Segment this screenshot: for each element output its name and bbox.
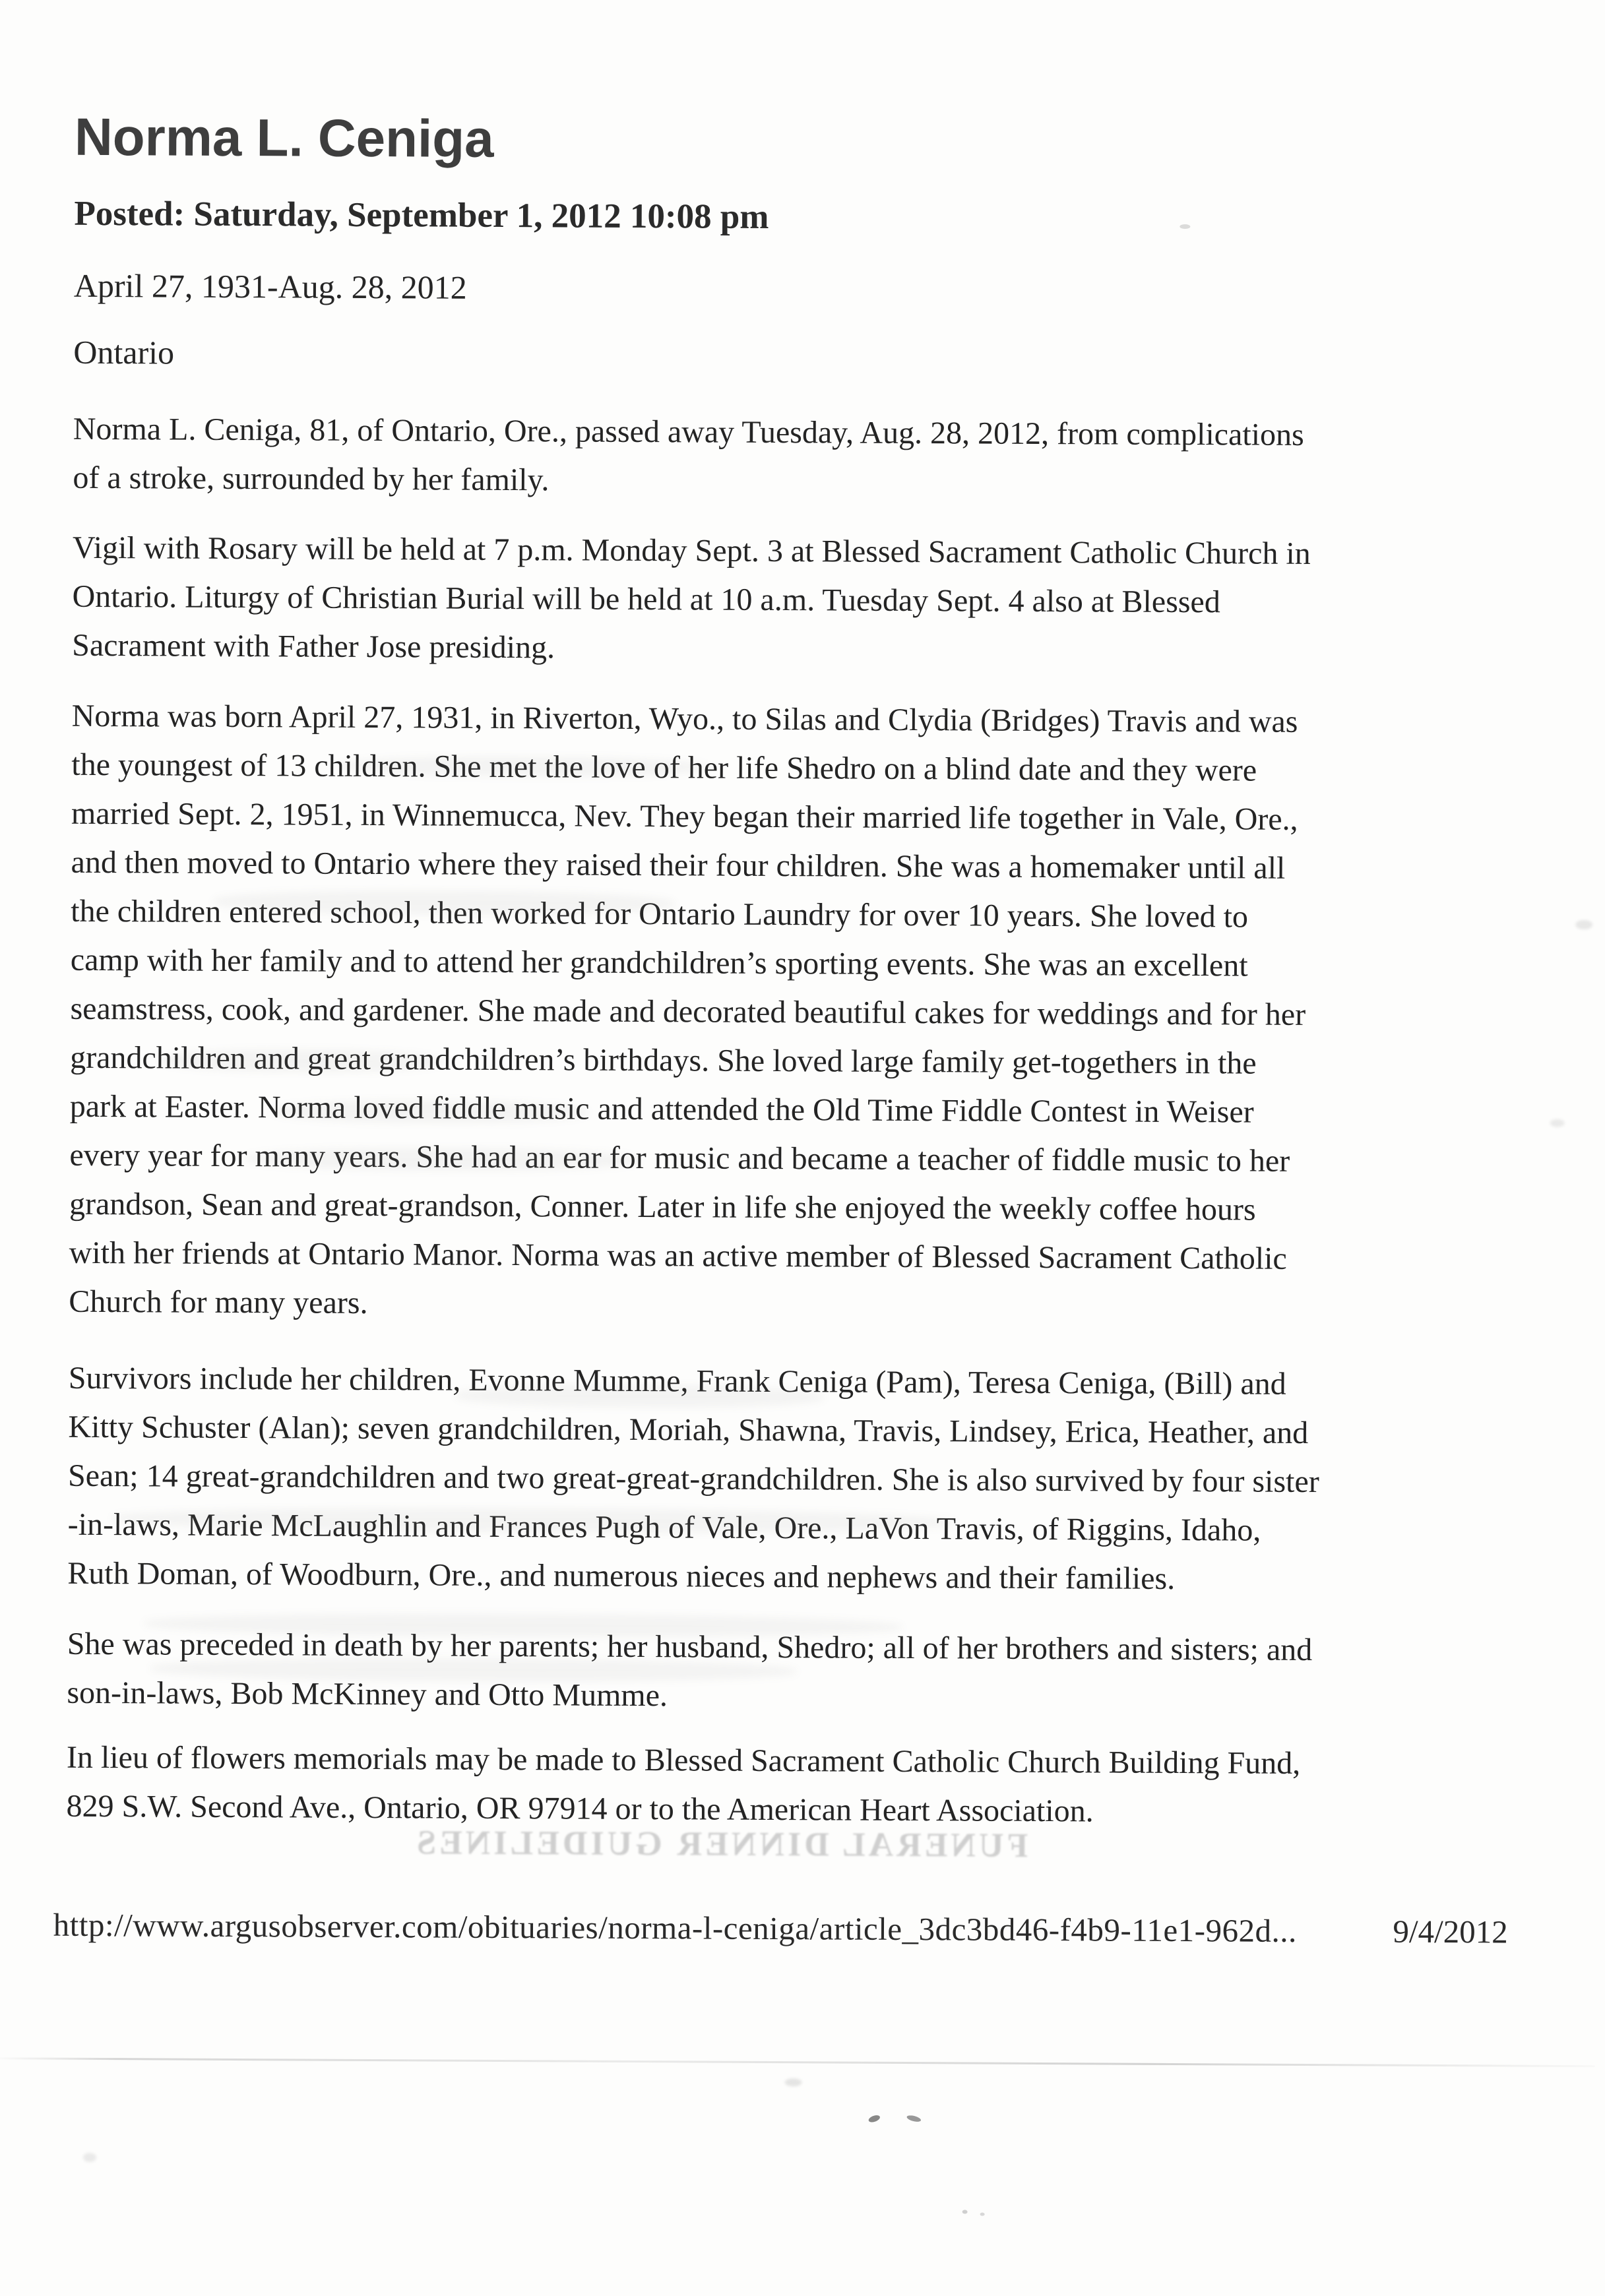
scan-speck — [962, 2210, 968, 2214]
scan-speck — [980, 2213, 985, 2216]
obituary-paragraph-services: Vigil with Rosary will be held at 7 p.m. Monday Sept. 3 at Blessed Sacrament Catholic Church in Ontario. Liturgy of Christian Burial will be held at 10 a.m. Tuesday Sept. 4 also at Blessed Sacrament with Father Jose presiding. — [72, 530, 1311, 666]
obituary-paragraph-death-notice: Norma L. Ceniga, 81, of Ontario, Ore., passed away Tuesday, Aug. 28, 2012, from complications of a stroke, surrounded by her family. — [73, 411, 1304, 498]
obituary-paragraph-survivors: Survivors include her children, Evonne Mumme, Frank Ceniga (Pam), Teresa Ceniga, (Bill) and Kitty Schuster (Alan); seven grandchildren, Moriah, Shawna, Travis, Lindsey, Erica, Heather, and Sean; 14 great-grandchildren and two great-great-grandchildren. She is also survived by four sister -in-laws, Marie McLaughlin and Frances Pugh of Vale, Ore., LaVon Travis, of Riggins, Idaho, Ruth Doman, of Woodburn, Ore., and numerous nieces and nephews and their families. — [67, 1360, 1319, 1596]
scan-speck — [1180, 224, 1190, 229]
life-dates: April 27, 1931-Aug. 28, 2012 — [73, 266, 467, 306]
scan-speck — [1550, 1119, 1565, 1127]
obituary-content — [66, 107, 1520, 1838]
page-title: Norma L. Ceniga — [74, 107, 494, 168]
scan-speck — [1575, 920, 1592, 929]
scan-speck — [83, 2153, 96, 2162]
scan-speck — [906, 2114, 922, 2123]
obituary-paragraph-preceded-in-death: She was preceded in death by her parents; her husband, Shedro; all of her brothers and sisters; and son-in-laws, Bob McKinney and Otto Mumme. — [67, 1626, 1313, 1714]
posted-timestamp: Posted: Saturday, September 1, 2012 10:08 pm — [74, 194, 769, 236]
scan-speck — [867, 2114, 881, 2124]
print-date: 9/4/2012 — [1393, 1913, 1508, 1950]
obituary-paragraph-memorials: In lieu of flowers memorials may be made to Blessed Sacrament Catholic Church Building Fund, 829 S.W. Second Ave., Ontario, OR 97914 or to the American Heart Association. — [66, 1739, 1301, 1829]
source-url: http://www.argusobserver.com/obituaries/norma-l-ceniga/article_3dc3bd46-f4b9-11e1-962d... — [53, 1906, 1297, 1949]
scan-speck — [785, 2078, 802, 2086]
print-footer — [53, 1901, 1508, 1957]
bleedthrough-mirrored-text: FUNERAL DINNER GUIDELINES — [414, 1824, 1028, 1865]
scanner-line-artifact — [0, 2057, 1595, 2067]
dateline-city: Ontario — [73, 334, 175, 371]
obituary-paragraph-biography: Norma was born April 27, 1931, in Riverton, Wyo., to Silas and Clydia (Bridges) Travis and was the youngest of 13 children. She met the love of her life Shedro on a blind date and they were married Sept. 2, 1951, in Winnemucca, Nev. They began their married life together in Vale, Ore., and then moved to Ontario where they raised their four children. She was a homemaker until all the children entered school, then worked for Ontario Laundry for over 10 years. She loved to camp with her family and to attend her grandchildren’s sporting events. She was an excellent seamstress, cook, and gardener. She made and decorated beautiful cakes for weddings and for her grandchildren and great grandchildren’s birthdays. She loved large family get-togethers in the park at Easter. Norma loved fiddle music and attended the Old Time Fiddle Contest in Weiser every year for many years. She had an ear for music and became a teacher of fiddle music to her grandson, Sean and great-grandson, Conner. Later in life she enjoyed the weekly coffee hours with her friends at Ontario Manor. Norma was an active member of Blessed Sacrament Catholic Church for many years. — [69, 698, 1306, 1320]
